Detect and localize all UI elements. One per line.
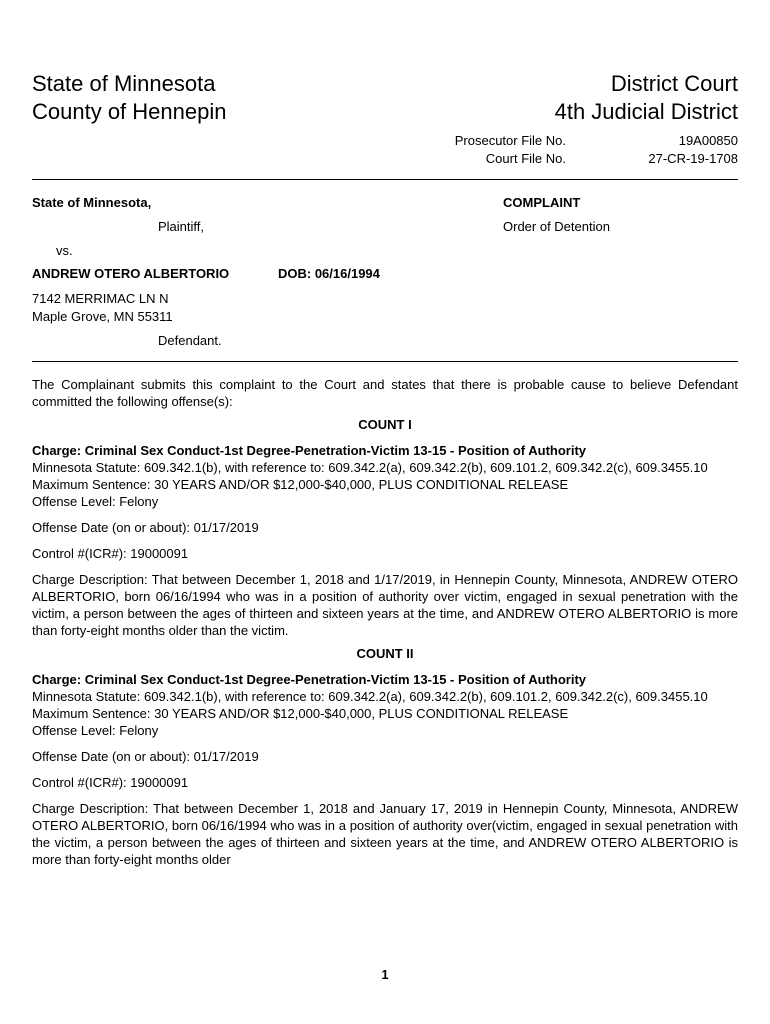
offense-date: Offense Date (on or about): 01/17/2019 xyxy=(32,749,259,764)
header-divider xyxy=(32,179,738,180)
offense-level: Offense Level: Felony xyxy=(32,723,159,738)
count-section xyxy=(32,416,738,639)
defendant-dob: DOB: 06/16/1994 xyxy=(278,266,380,281)
prosecutor-file-label: Prosecutor File No. xyxy=(454,133,566,148)
county-name: County of Hennepin xyxy=(32,99,227,124)
prosecutor-file-value: 19A00850 xyxy=(678,133,738,148)
court-file-value: 27-CR-19-1708 xyxy=(648,151,738,166)
state-name: State of Minnesota xyxy=(32,71,216,96)
defendant-address-line2: Maple Grove, MN 55311 xyxy=(32,309,173,324)
control-number: Control #(ICR#): 19000091 xyxy=(32,775,189,790)
court-file-label: Court File No. xyxy=(485,151,566,166)
maximum-sentence: Maximum Sentence: 30 YEARS AND/OR $12,000-$40,000, PLUS CONDITIONAL RELEASE xyxy=(32,706,569,721)
control-number: Control #(ICR#): 19000091 xyxy=(32,546,189,561)
court-name: District Court xyxy=(610,71,738,96)
document-subtype: Order of Detention xyxy=(503,219,610,234)
court-file-row xyxy=(436,150,738,168)
charge-description: Charge Description: That between December 1, 2018 and 1/17/2019, in Hennepin County, Minnesota, ANDREW OTERO ALBERTORIO, born 06/16/1994 who was in a position of authority over victim, engaged in sexual penetration with the victim, a person between the ages of thirteen and sixteen years at the time, and ANDREW OTERO ALBERTORIO is more than forty-eight months older than the victim. xyxy=(32,572,738,638)
complaint-intro: The Complainant submits this complaint to the Court and states that there is probable cause to believe Defendant committed the following offense(s): xyxy=(32,377,738,409)
page-number: 1 xyxy=(381,967,389,982)
court-header xyxy=(555,70,738,126)
plaintiff-name: State of Minnesota, xyxy=(32,195,152,210)
file-numbers xyxy=(436,132,738,168)
statute: Minnesota Statute: 609.342.1(b), with reference to: 609.342.2(a), 609.342.2(b), 609.101.2, 609.342.2(c), 609.3455.10 xyxy=(32,460,708,475)
caption-divider xyxy=(32,361,738,362)
defendant-role: Defendant. xyxy=(158,333,222,348)
count-title: COUNT I xyxy=(358,417,412,432)
jurisdiction-header xyxy=(32,70,226,126)
count-title: COUNT II xyxy=(356,646,414,661)
charge-description: Charge Description: That between December 1, 2018 and January 17, 2019 in Hennepin County, Minnesota, ANDREW OTERO ALBERTORIO, born 06/16/1994 who was in a position of authority over(victim, engaged in sexual penetration with the victim, a person between the ages of thirteen and sixteen years at the time, and ANDREW OTERO ALBERTORIO is more than forty-eight months older xyxy=(32,801,738,867)
maximum-sentence: Maximum Sentence: 30 YEARS AND/OR $12,000-$40,000, PLUS CONDITIONAL RELEASE xyxy=(32,477,569,492)
versus-label: vs. xyxy=(56,243,73,258)
charge-title: Charge: Criminal Sex Conduct-1st Degree-Penetration-Victim 13-15 - Position of Authority xyxy=(32,443,587,458)
plaintiff-role: Plaintiff, xyxy=(158,219,205,234)
offense-level: Offense Level: Felony xyxy=(32,494,159,509)
complaint-page xyxy=(32,0,738,1024)
complaint-body xyxy=(32,376,738,868)
charge-title: Charge: Criminal Sex Conduct-1st Degree-Penetration-Victim 13-15 - Position of Authority xyxy=(32,672,587,687)
offense-date: Offense Date (on or about): 01/17/2019 xyxy=(32,520,259,535)
prosecutor-file-row xyxy=(436,132,738,150)
document-type: COMPLAINT xyxy=(503,195,581,210)
defendant-address-line1: 7142 MERRIMAC LN N xyxy=(32,291,169,306)
count-section xyxy=(32,645,738,868)
statute: Minnesota Statute: 609.342.1(b), with reference to: 609.342.2(a), 609.342.2(b), 609.101.2, 609.342.2(c), 609.3455.10 xyxy=(32,689,708,704)
judicial-district: 4th Judicial District xyxy=(554,99,738,124)
defendant-name: ANDREW OTERO ALBERTORIO xyxy=(32,266,230,281)
